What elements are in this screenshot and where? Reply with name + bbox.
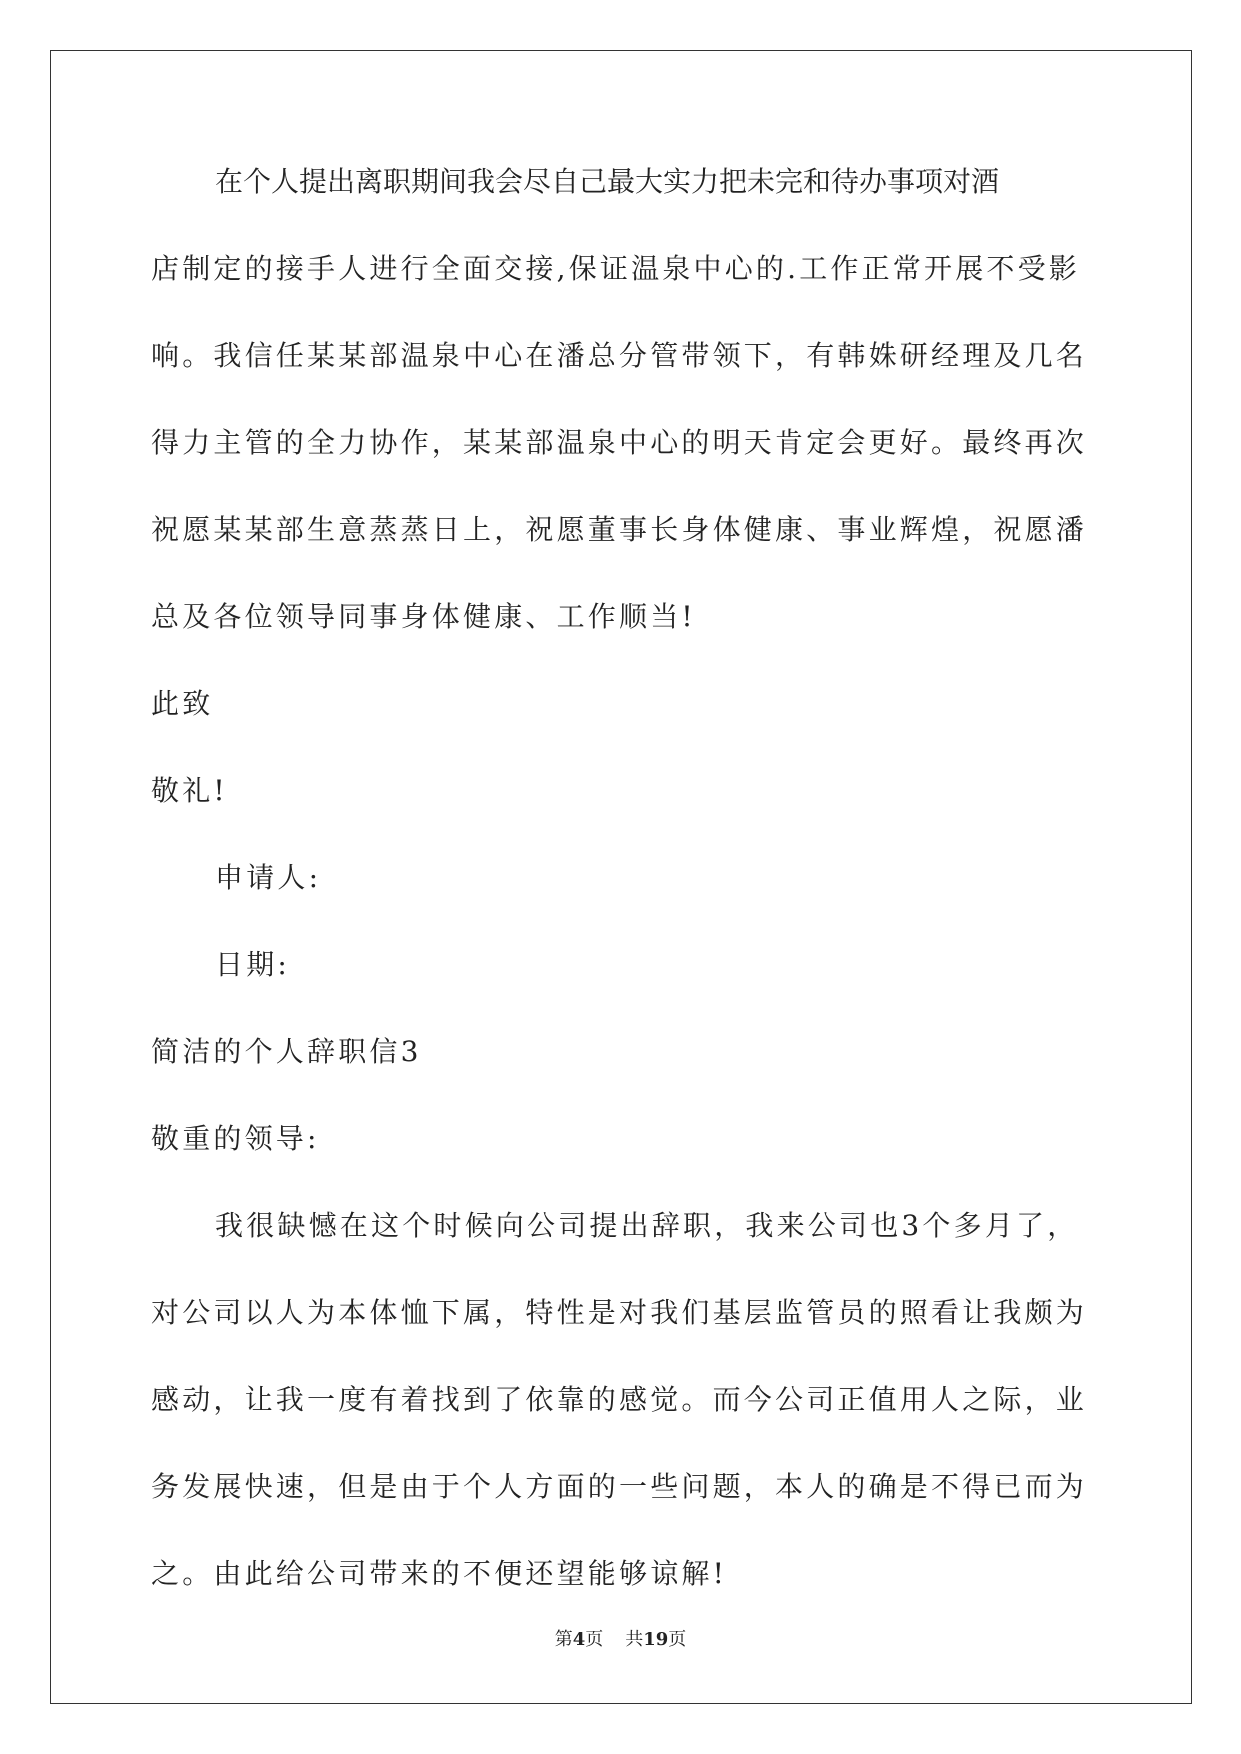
text-line-5: 祝愿某某部生意蒸蒸日上，祝愿董事长身体健康、事业辉煌，祝愿潘 — [151, 513, 1088, 546]
text-line-4: 得力主管的全力协作，某某部温泉中心的明天肯定会更好。最终再次 — [151, 426, 1088, 459]
text-line-16: 务发展快速，但是由于个人方面的一些问题，本人的确是不得已而为 — [151, 1470, 1088, 1503]
letter-title: 简洁的个人辞职信3 — [151, 1035, 422, 1068]
text-line-8: 敬礼! — [151, 774, 228, 807]
paragraph-line — [151, 1293, 1091, 1380]
text-line-7: 此致 — [151, 687, 214, 720]
section-title — [151, 1032, 1091, 1119]
text-line-14: 对公司以人为本体恤下属，特性是对我们基层监管员的照看让我颇为 — [151, 1296, 1088, 1329]
page-suffix: 页 — [585, 1629, 604, 1650]
paragraph-line — [151, 162, 1091, 249]
text-line-3: 响。我信任某某部温泉中心在潘总分管带领下，有韩姝研经理及几名 — [151, 339, 1088, 372]
total-suffix: 页 — [668, 1629, 687, 1650]
paragraph-line — [151, 1380, 1091, 1467]
salutation-line — [151, 1119, 1091, 1206]
salutation: 敬重的领导: — [151, 1122, 320, 1155]
paragraph-line — [151, 423, 1091, 510]
text-line-6: 总及各位领导同事身体健康、工作顺当! — [151, 600, 696, 633]
paragraph-line — [151, 1467, 1091, 1554]
document-body — [151, 162, 1091, 1641]
text-line-15: 感动，让我一度有着找到了依靠的感觉。而今公司正值用人之际，业 — [151, 1383, 1088, 1416]
date-label: 日期: — [215, 948, 291, 981]
page-footer — [0, 1625, 1241, 1651]
page-prefix: 第 — [554, 1629, 573, 1650]
paragraph-line — [151, 510, 1091, 597]
text-line-1: 在个人提出离职期间我会尽自己最大实力把未完和待办事项对酒 — [215, 165, 1000, 198]
text-line-13: 我很缺憾在这个时候向公司提出辞职，我来公司也3个多月了， — [215, 1209, 1079, 1242]
paragraph-line — [151, 1206, 1091, 1293]
paragraph-line — [151, 336, 1091, 423]
text-line-17: 之。由此给公司带来的不便还望能够谅解! — [151, 1557, 728, 1590]
closing-line — [151, 771, 1091, 858]
paragraph-line — [151, 597, 1091, 684]
applicant-label: 申请人: — [215, 861, 322, 894]
text-line-2: 店制定的接手人进行全面交接,保证温泉中心的.工作正常开展不受影 — [151, 252, 1081, 285]
date-line — [151, 945, 1091, 1032]
total-pages: 19 — [643, 1629, 669, 1650]
paragraph-line — [151, 249, 1091, 336]
signature-line — [151, 858, 1091, 945]
total-prefix: 共 — [625, 1629, 644, 1650]
page-number: 4 — [572, 1629, 586, 1650]
closing-line — [151, 684, 1091, 771]
